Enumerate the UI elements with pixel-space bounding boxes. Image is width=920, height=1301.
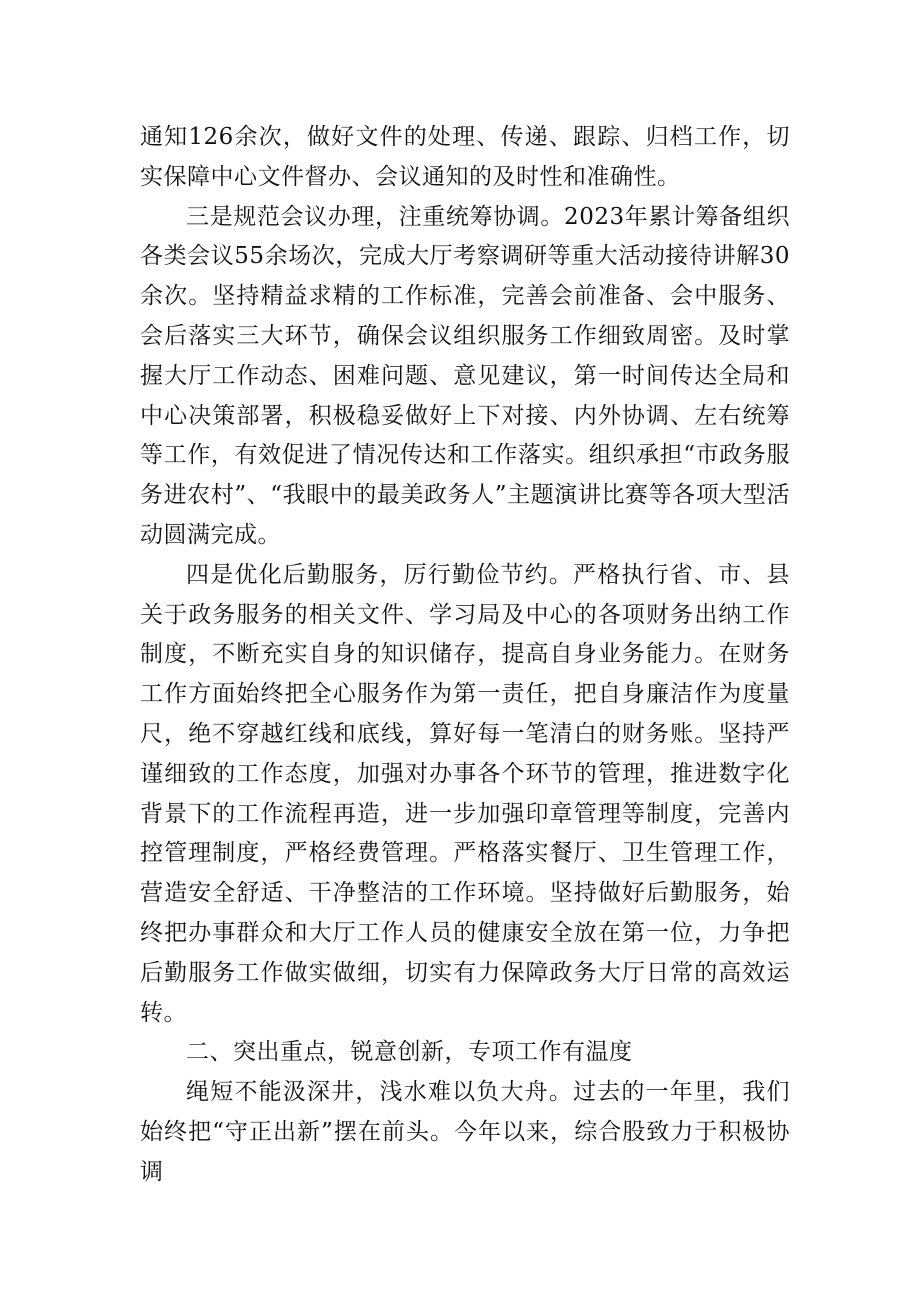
paragraph-meeting-management: 三是规范会议办理，注重统筹协调。2023年累计筹备组织各类会议55余场次，完成大厅考察调研等重大活动接待讲解30余次。坚持精益求精的工作标准，完善会前准备、会中服务、会后落实三大环节，确保会议组织服务工作细致周密。及时掌握大厅工作动态、困难问题、意见建议，第一时间传达全局和中心决策部署，积极稳妥做好上下对接、内外协调、左右统筹等工作，有效促进了情况传达和工作落实。组织承担“市政务服务进农村”、“我眼中的最美政务人”主题演讲比赛等各项大型活动圆满完成。 xyxy=(140,203,790,548)
document-body xyxy=(140,118,790,1193)
paragraph-section-intro: 绳短不能汲深井，浅水难以负大舟。过去的一年里，我们始终把“守正出新”摆在前头。今年以来，综合股致力于积极协调 xyxy=(140,1079,790,1185)
paragraph-continuation: 通知126余次，做好文件的处理、传递、跟踪、归档工作，切实保障中心文件督办、会议通知的及时性和准确性。 xyxy=(140,124,790,190)
paragraph-logistics-service: 四是优化后勤服务，厉行勤俭节约。严格执行省、市、县关于政务服务的相关文件、学习局及中心的各项财务出纳工作制度，不断充实自身的知识储存，提高自身业务能力。在财务工作方面始终把全心服务作为第一责任，把自身廉洁作为度量尺，绝不穿越红线和底线，算好每一笔清白的财务账。坚持严谨细致的工作态度，加强对办事各个环节的管理，推进数字化背景下的工作流程再造，进一步加强印章管理等制度，完善内控管理制度，严格经费管理。严格落实餐厅、卫生管理工作，营造安全舒适、干净整洁的工作环境。坚持做好后勤服务，始终把办事群众和大厅工作人员的健康安全放在第一位，力争把后勤服务工作做实做细，切实有力保障政务大厅日常的高效运转。 xyxy=(140,561,790,1026)
section-heading: 二、突出重点，锐意创新，专项工作有温度 xyxy=(186,1039,633,1066)
